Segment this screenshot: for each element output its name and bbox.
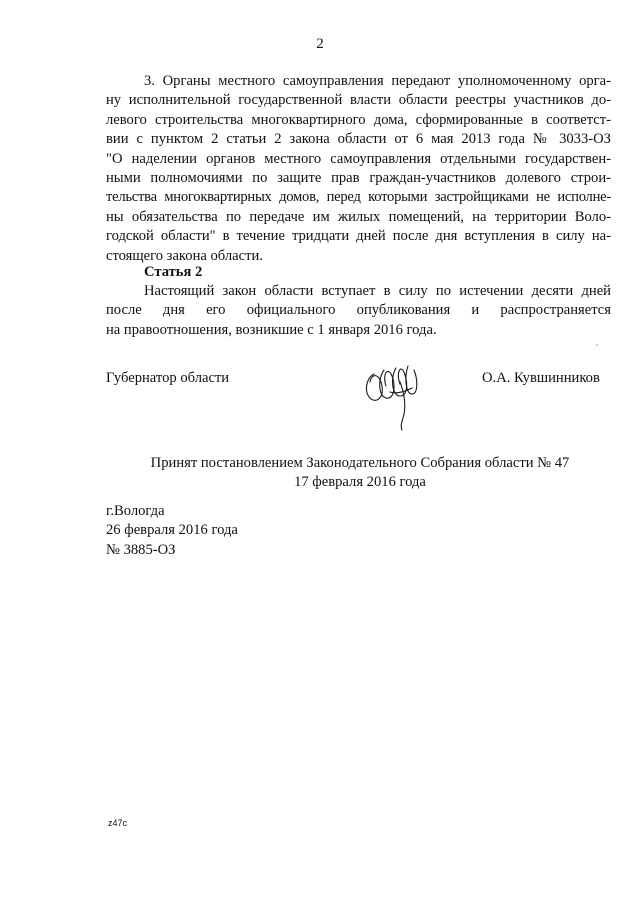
place-date-block (106, 502, 238, 560)
law-number: № 3885-ОЗ (106, 541, 176, 558)
paragraph-3-line: годской области" в течение тридцати дней после дня вступления в силу на- (106, 228, 611, 245)
paragraph-3-line: вии с пунктом 2 статьи 2 закона области от 6 мая 2013 года № 3033-ОЗ (106, 131, 611, 148)
page-number: 2 (316, 36, 324, 52)
article-2-line: после дня его официального опубликования и распространяется (106, 302, 611, 319)
paragraph-3 (106, 72, 611, 266)
city: г.Вологда (106, 503, 165, 519)
governor-title: Губернатор области (106, 370, 230, 386)
paragraph-3-line: тельства многоквартирных домов, перед которыми застройщиками не исполне- (106, 189, 611, 206)
footer-code: z47c (108, 818, 128, 828)
paragraph-3-line: стоящего закона области. (106, 247, 263, 264)
paragraph-3-line: "О наделении органов местного самоуправления отдельными государствен- (106, 150, 611, 167)
paragraph-3-line: 3. Органы местного самоуправления передают уполномоченному орга- (144, 73, 611, 89)
paragraph-3-line: ну исполнительной государственной власти области реестры участников до- (106, 92, 611, 109)
paragraph-3-line: левого строительства многоквартирного дома, сформированные в соответст- (106, 111, 611, 128)
signing-date: 26 февраля 2016 года (106, 522, 238, 539)
handwritten-signature (352, 352, 442, 432)
article-2-line: Настоящий закон области вступает в силу по истечении десяти дней (144, 283, 611, 299)
adoption-date: 17 февраля 2016 года (294, 474, 426, 491)
paragraph-3-line: ными полномочиями по защите прав граждан-участников долевого строи- (106, 170, 611, 187)
paragraph-3-line: ны обязательства по передаче им жилых помещений, на территории Воло- (106, 208, 611, 225)
adoption-note (0, 454, 640, 493)
adoption-line: Принят постановлением Законодательного Собрания области № 47 (150, 455, 570, 471)
article-2-text (106, 282, 611, 340)
article-2-line: на правоотношения, возникшие с 1 января 2016 года. (106, 321, 437, 338)
governor-name: О.А. Кувшинников (482, 370, 600, 386)
article-2-heading: Статья 2 (144, 264, 203, 280)
scan-speck (596, 344, 598, 346)
